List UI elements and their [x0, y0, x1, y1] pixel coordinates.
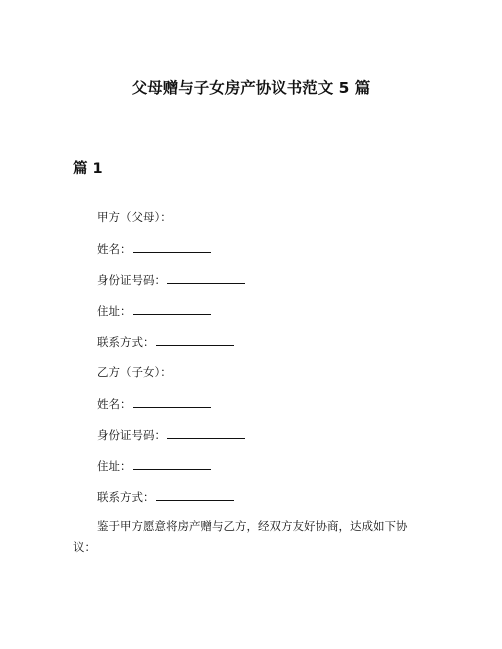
- party-b-id-line: [97, 426, 245, 443]
- party-b-address-blank: [133, 457, 211, 470]
- party-a-address-blank: [133, 302, 211, 315]
- party-a-id-line: [97, 271, 245, 288]
- party-b-name-label: 姓名：: [97, 397, 132, 411]
- party-a-name-blank: [133, 240, 211, 253]
- party-a-id-blank: [167, 271, 245, 284]
- party-a-id-label: 身份证号码：: [97, 273, 166, 287]
- party-a-heading: 甲方（父母）：: [97, 210, 172, 224]
- party-b-heading: 乙方（子女）：: [97, 365, 172, 379]
- party-a-name-label: 姓名：: [97, 242, 132, 256]
- party-b-contact-line: [97, 488, 234, 505]
- party-a-contact-blank: [156, 333, 234, 346]
- party-a-address-line: [97, 302, 211, 319]
- party-b-contact-label: 联系方式：: [97, 490, 155, 504]
- party-a-contact-line: [97, 333, 234, 350]
- party-b-name-line: [97, 395, 211, 412]
- party-a-name-line: [97, 240, 211, 257]
- party-b-address-line: [97, 457, 211, 474]
- party-b-id-label: 身份证号码：: [97, 428, 166, 442]
- party-a-contact-label: 联系方式：: [97, 335, 155, 349]
- party-b-contact-blank: [156, 488, 234, 501]
- party-a-address-label: 住址：: [97, 304, 132, 318]
- intro-paragraph: 鉴于甲方愿意将房产赠与乙方，经双方友好协商，达成如下协议：: [73, 519, 408, 554]
- party-b-name-blank: [133, 395, 211, 408]
- document-title: 父母赠与子女房产协议书范文 5 篇: [131, 79, 371, 97]
- section-heading: 篇 1: [73, 161, 103, 177]
- party-b-address-label: 住址：: [97, 459, 132, 473]
- party-b-id-blank: [167, 426, 245, 439]
